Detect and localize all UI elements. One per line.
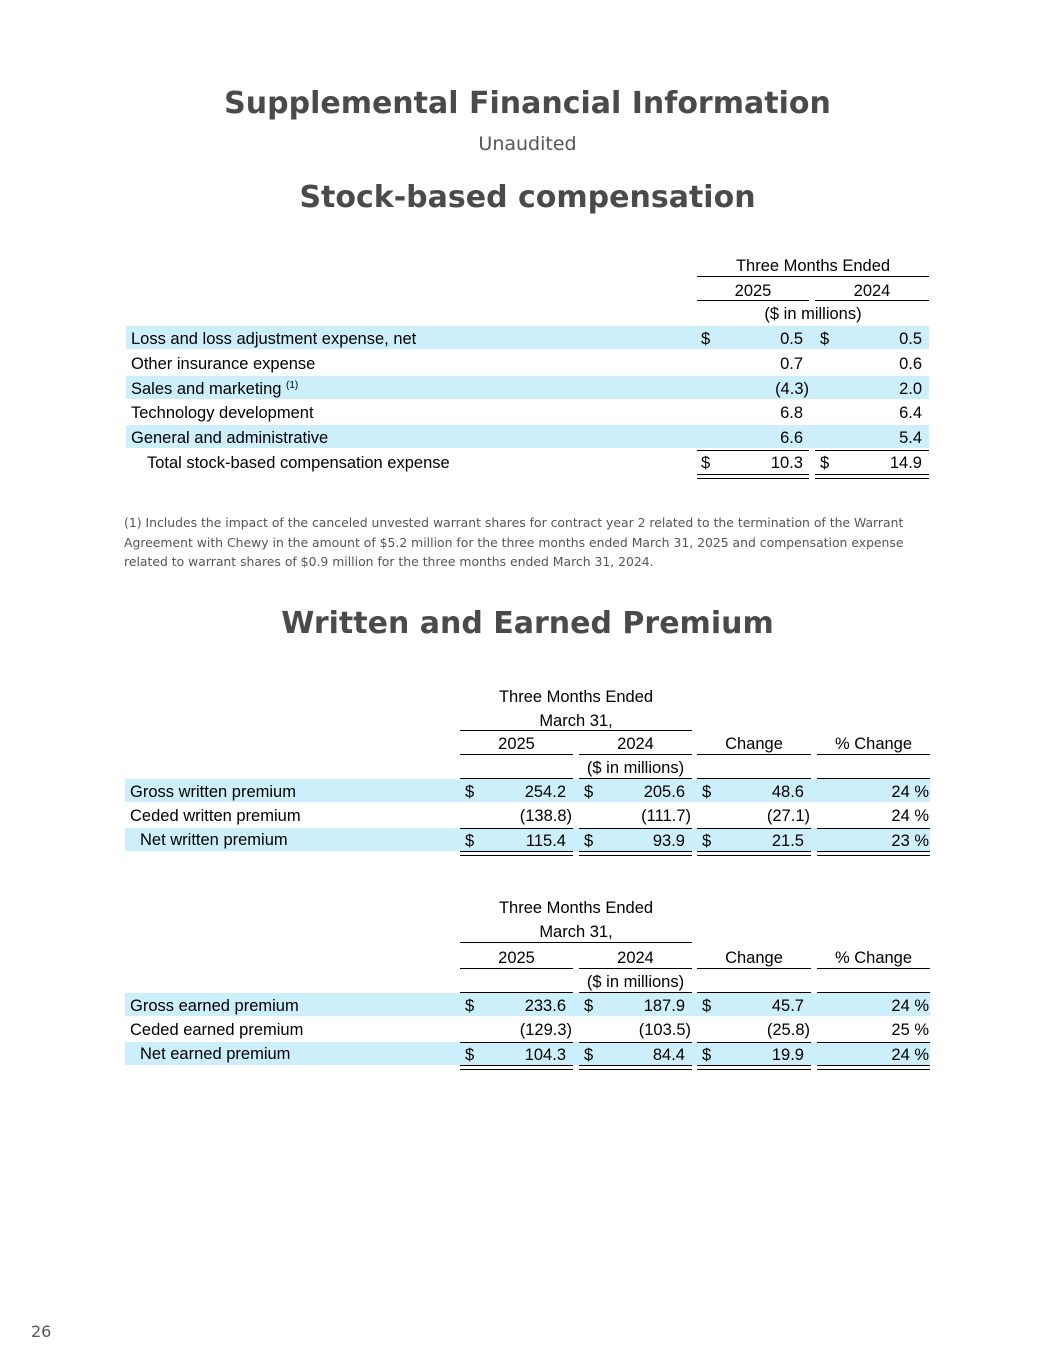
sbc-value-2025: 6.6 bbox=[780, 429, 803, 447]
dollar-sign: $ bbox=[465, 1046, 475, 1064]
row-label: Net written premium bbox=[140, 831, 288, 849]
dollar-sign: $ bbox=[702, 783, 712, 801]
total-rule bbox=[460, 1042, 573, 1043]
sbc-total-label: Total stock-based compensation expense bbox=[147, 454, 450, 472]
sbc-value-2025: (4.3) bbox=[775, 380, 809, 398]
sbc-row-label: Technology development bbox=[131, 404, 314, 422]
value-2025: 254.2 bbox=[524, 783, 566, 801]
double-rule bbox=[579, 1065, 692, 1070]
page-number: 26 bbox=[31, 1322, 52, 1341]
change-value: (27.1) bbox=[766, 807, 810, 825]
sbc-value-2025: 6.8 bbox=[780, 404, 803, 422]
sbc-total-2025: 10.3 bbox=[770, 454, 803, 472]
header-rule bbox=[697, 300, 809, 301]
value-2024: 84.4 bbox=[652, 1046, 685, 1064]
sbc-row-label: Other insurance expense bbox=[131, 355, 316, 373]
dollar-sign: $ bbox=[702, 1046, 712, 1064]
value-2025: 233.6 bbox=[524, 997, 566, 1015]
pct-change-value: 24 % bbox=[891, 997, 929, 1015]
sbc-value-2024: 0.5 bbox=[899, 330, 922, 348]
header-rule bbox=[460, 730, 692, 731]
header-rule bbox=[815, 300, 929, 301]
pct-change-value: 24 % bbox=[891, 783, 929, 801]
header-rule bbox=[817, 754, 930, 755]
value-2024: (103.5) bbox=[638, 1021, 691, 1039]
dollar-sign: $ bbox=[584, 1046, 594, 1064]
dollar-sign: $ bbox=[584, 832, 594, 850]
year-2024: 2024 bbox=[617, 735, 654, 753]
value-2025: (138.8) bbox=[519, 807, 572, 825]
sbc-value-2025: 0.5 bbox=[780, 330, 803, 348]
total-rule bbox=[579, 1042, 692, 1043]
value-2025: 104.3 bbox=[524, 1046, 566, 1064]
pct-change-value: 25 % bbox=[891, 1021, 929, 1039]
dollar-sign: $ bbox=[465, 832, 475, 850]
double-rule bbox=[697, 1065, 811, 1070]
change-value: 19.9 bbox=[771, 1046, 804, 1064]
dollar-sign: $ bbox=[702, 997, 712, 1015]
double-rule bbox=[817, 851, 930, 856]
dollar-sign: $ bbox=[820, 454, 830, 472]
year-2024: 2024 bbox=[617, 949, 654, 967]
header-rule bbox=[579, 754, 692, 755]
header-rule bbox=[697, 968, 811, 969]
label-text: Sales and marketing bbox=[131, 380, 282, 398]
double-rule bbox=[815, 474, 929, 479]
pct-change-value: 24 % bbox=[891, 807, 929, 825]
header-rule bbox=[460, 754, 573, 755]
dollar-sign: $ bbox=[701, 454, 711, 472]
sbc-row-label bbox=[131, 379, 298, 399]
header-rule bbox=[697, 754, 811, 755]
header-rule bbox=[579, 968, 692, 969]
change-header: Change bbox=[725, 735, 783, 753]
row-label: Gross earned premium bbox=[130, 997, 299, 1015]
total-rule bbox=[579, 828, 692, 829]
total-rule bbox=[697, 828, 811, 829]
period-subheader: March 31, bbox=[539, 712, 613, 730]
dollar-sign: $ bbox=[584, 783, 594, 801]
row-label: Ceded written premium bbox=[130, 807, 301, 825]
pct-change-header: % Change bbox=[834, 949, 913, 967]
header-rule bbox=[817, 968, 930, 969]
sbc-total-2024: 14.9 bbox=[889, 454, 922, 472]
sbc-value-2024: 5.4 bbox=[899, 429, 922, 447]
period-subheader: March 31, bbox=[539, 923, 613, 941]
units-label: ($ in millions) bbox=[586, 759, 685, 777]
sbc-row-label: General and administrative bbox=[131, 429, 329, 447]
total-rule bbox=[460, 828, 573, 829]
total-rule bbox=[697, 1042, 811, 1043]
double-rule bbox=[697, 474, 809, 479]
header-rule bbox=[460, 968, 573, 969]
pct-change-value: 24 % bbox=[891, 1046, 929, 1064]
dollar-sign: $ bbox=[702, 832, 712, 850]
value-2024: 187.9 bbox=[643, 997, 685, 1015]
header-rule bbox=[460, 942, 692, 943]
sbc-units: ($ in millions) bbox=[764, 305, 862, 323]
double-rule bbox=[579, 851, 692, 856]
change-value: 21.5 bbox=[771, 832, 804, 850]
sbc-year-2024: 2024 bbox=[853, 282, 891, 300]
row-label: Gross written premium bbox=[130, 783, 296, 801]
value-2024: (111.7) bbox=[641, 807, 691, 825]
dollar-sign: $ bbox=[465, 997, 475, 1015]
change-header: Change bbox=[725, 949, 783, 967]
double-rule bbox=[697, 851, 811, 856]
row-label: Ceded earned premium bbox=[130, 1021, 304, 1039]
pct-change-header: % Change bbox=[834, 735, 913, 753]
page-title: Supplemental Financial Information bbox=[224, 86, 831, 121]
sbc-year-2025: 2025 bbox=[734, 282, 772, 300]
change-value: 48.6 bbox=[771, 783, 804, 801]
premium-heading: Written and Earned Premium bbox=[281, 606, 774, 641]
value-2024: 93.9 bbox=[652, 832, 685, 850]
header-rule bbox=[697, 276, 929, 277]
sbc-footnote: (1) Includes the impact of the canceled unvested warrant shares for contract year 2 related to the termination of the Warrant Agreement with Chewy in the amount of $5.2 million for the three months ended March 31, 2025 and compensation expense related to warrant shares of $0.9 million for the three months ended March 31, 2024. bbox=[124, 515, 904, 569]
value-2024: 205.6 bbox=[643, 783, 685, 801]
dollar-sign: $ bbox=[465, 783, 475, 801]
footnote-ref: (1) bbox=[286, 380, 299, 391]
change-value: 45.7 bbox=[771, 997, 804, 1015]
double-rule bbox=[460, 1065, 573, 1070]
total-rule bbox=[817, 1042, 930, 1043]
units-label: ($ in millions) bbox=[586, 973, 685, 991]
sbc-row-label: Loss and loss adjustment expense, net bbox=[131, 330, 417, 348]
year-2025: 2025 bbox=[498, 735, 535, 753]
change-value: (25.8) bbox=[766, 1021, 810, 1039]
total-rule bbox=[815, 450, 929, 451]
period-header: Three Months Ended bbox=[498, 688, 654, 706]
dollar-sign: $ bbox=[701, 330, 711, 348]
period-header: Three Months Ended bbox=[498, 899, 654, 917]
sbc-value-2024: 0.6 bbox=[899, 355, 922, 373]
pct-change-value: 23 % bbox=[891, 832, 929, 850]
double-rule bbox=[460, 851, 573, 856]
total-rule bbox=[817, 828, 930, 829]
value-2025: (129.3) bbox=[519, 1021, 572, 1039]
double-rule bbox=[817, 1065, 930, 1070]
total-rule bbox=[697, 450, 809, 451]
sbc-value-2024: 2.0 bbox=[899, 380, 922, 398]
dollar-sign: $ bbox=[820, 330, 830, 348]
sbc-period-header: Three Months Ended bbox=[735, 257, 891, 275]
sbc-heading: Stock-based compensation bbox=[299, 180, 756, 215]
sbc-value-2024: 6.4 bbox=[899, 404, 922, 422]
row-label: Net earned premium bbox=[140, 1045, 291, 1063]
sbc-value-2025: 0.7 bbox=[780, 355, 803, 373]
year-2025: 2025 bbox=[498, 949, 535, 967]
value-2025: 115.4 bbox=[525, 832, 566, 850]
dollar-sign: $ bbox=[584, 997, 594, 1015]
page-subtitle: Unaudited bbox=[478, 133, 577, 155]
